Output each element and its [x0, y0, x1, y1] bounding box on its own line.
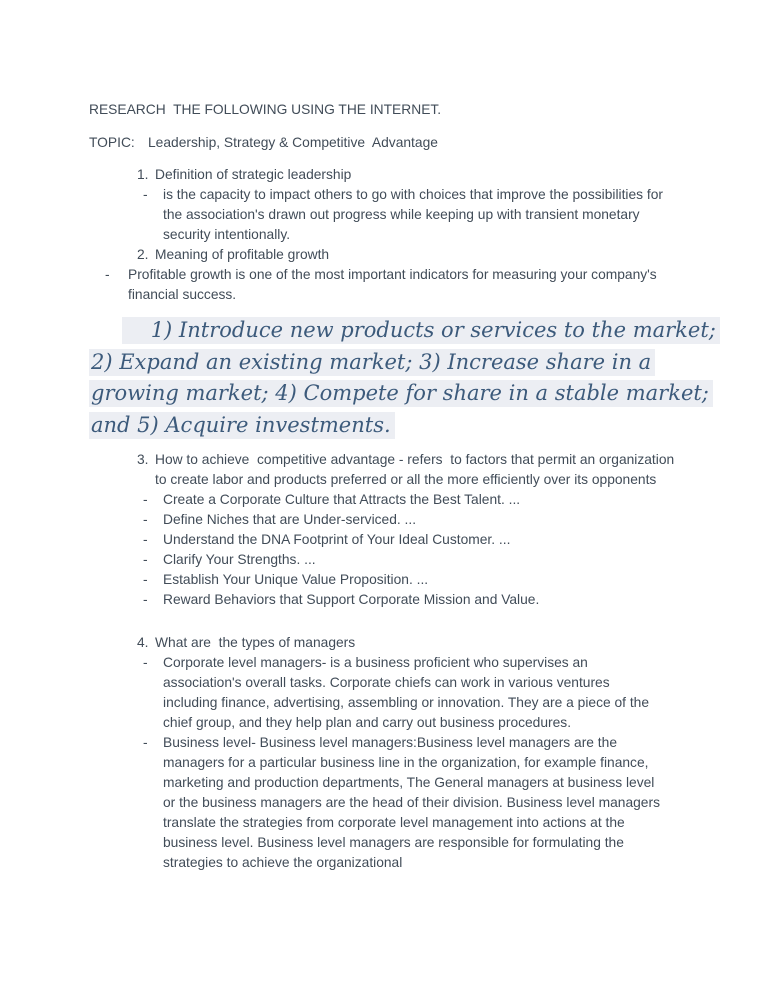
item-3-bullet-text: Create a Corporate Culture that Attracts the Best Talent. ... — [163, 492, 521, 507]
item-1-bullet — [137, 185, 667, 245]
item-3-bullet — [137, 550, 664, 570]
dash-marker: - — [143, 572, 148, 587]
item-4-bullet — [137, 653, 664, 733]
item-3-bullet — [137, 590, 664, 610]
dash-marker: - — [143, 532, 148, 547]
item-3-bullet — [137, 530, 664, 550]
quote-line — [89, 410, 684, 442]
dash-marker: - — [143, 655, 148, 670]
quote-line — [89, 378, 709, 410]
dash-marker: - — [143, 512, 148, 527]
item-4-bullet — [137, 733, 664, 873]
item-3-bullet — [137, 570, 664, 590]
quote-line-text: and 5) Acquire investments. — [89, 412, 395, 439]
numbered-item-1 — [137, 165, 684, 185]
topic-label: TOPIC: — [89, 135, 135, 150]
dash-marker: - — [143, 592, 148, 607]
item-2-note — [89, 265, 684, 305]
item-3-bullet-text: Reward Behaviors that Support Corporate Mission and Value. — [163, 592, 540, 607]
item-3-bullet — [137, 490, 664, 510]
item-3-heading: How to achieve competitive advantage - refers to factors that permit an organization to create labor and products preferred or all the more efficiently over its opponents — [155, 452, 679, 487]
item-3-bullet-text: Clarify Your Strengths. ... — [163, 552, 316, 567]
item-2-heading: Meaning of profitable growth — [155, 247, 330, 262]
topic-value: Leadership, Strategy & Competitive Advantage — [148, 135, 438, 150]
dash-marker: - — [143, 552, 148, 567]
item-3-number: 3. — [137, 452, 149, 467]
item-4-bullet-text: Corporate level managers- is a business proficient who supervises an association's overall tasks. Corporate chiefs can work in various ventures including finance, advertising, assembling or innovation. They are a piece of the chief group, and they help plan and carry out business procedures. — [163, 655, 653, 730]
item-1-bullet-text: is the capacity to impact others to go with choices that improve the possibilities for the association's drawn out progress while keeping up with transient monetary security intentionally. — [163, 187, 667, 242]
numbered-item-2 — [137, 245, 684, 265]
item-2-note-text: Profitable growth is one of the most important indicators for measuring your company's financial success. — [128, 267, 661, 302]
item-3-bullet-text: Understand the DNA Footprint of Your Ideal Customer. ... — [163, 532, 511, 547]
quote-line-text: 1) Introduce new products or services to the market; — [122, 317, 720, 344]
dash-marker: - — [143, 492, 148, 507]
dash-marker: - — [143, 735, 148, 750]
quote-line — [89, 347, 684, 379]
item-1-heading: Definition of strategic leadership — [155, 167, 352, 182]
item-3-bullet-text: Establish Your Unique Value Proposition. ... — [163, 572, 429, 587]
item-1-number: 1. — [137, 167, 149, 182]
item-4-heading: What are the types of managers — [155, 635, 356, 650]
item-4-number: 4. — [137, 635, 149, 650]
numbered-item-4-block — [89, 633, 684, 873]
numbered-item-3 — [137, 450, 684, 490]
quote-line-text: growing market; 4) Compete for share in a stable market; — [89, 380, 713, 407]
item-4-bullet-text: Business level- Business level managers:Business level managers are the managers for a particular business line in the organization, for example finance, marketing and production departments, The General managers at business level or the business managers are the head of their division. Business level managers translate the strategies from corporate level management into actions at the business level. Business level managers are responsible for formulating the strategies to achieve the organizational — [163, 735, 664, 870]
numbered-item-4 — [137, 633, 684, 653]
item-2-number: 2. — [137, 247, 149, 262]
topic-line — [89, 133, 684, 153]
document-title: RESEARCH THE FOLLOWING USING THE INTERNET. — [89, 102, 442, 117]
pull-quote — [89, 315, 716, 441]
dash-marker: - — [105, 267, 110, 282]
quote-line — [122, 315, 716, 347]
quote-line-text: 2) Expand an existing market; 3) Increase share in a — [89, 349, 655, 376]
item-3-bullet — [137, 510, 664, 530]
item-3-bullet-text: Define Niches that are Under-serviced. ... — [163, 512, 417, 527]
dash-marker: - — [143, 187, 148, 202]
